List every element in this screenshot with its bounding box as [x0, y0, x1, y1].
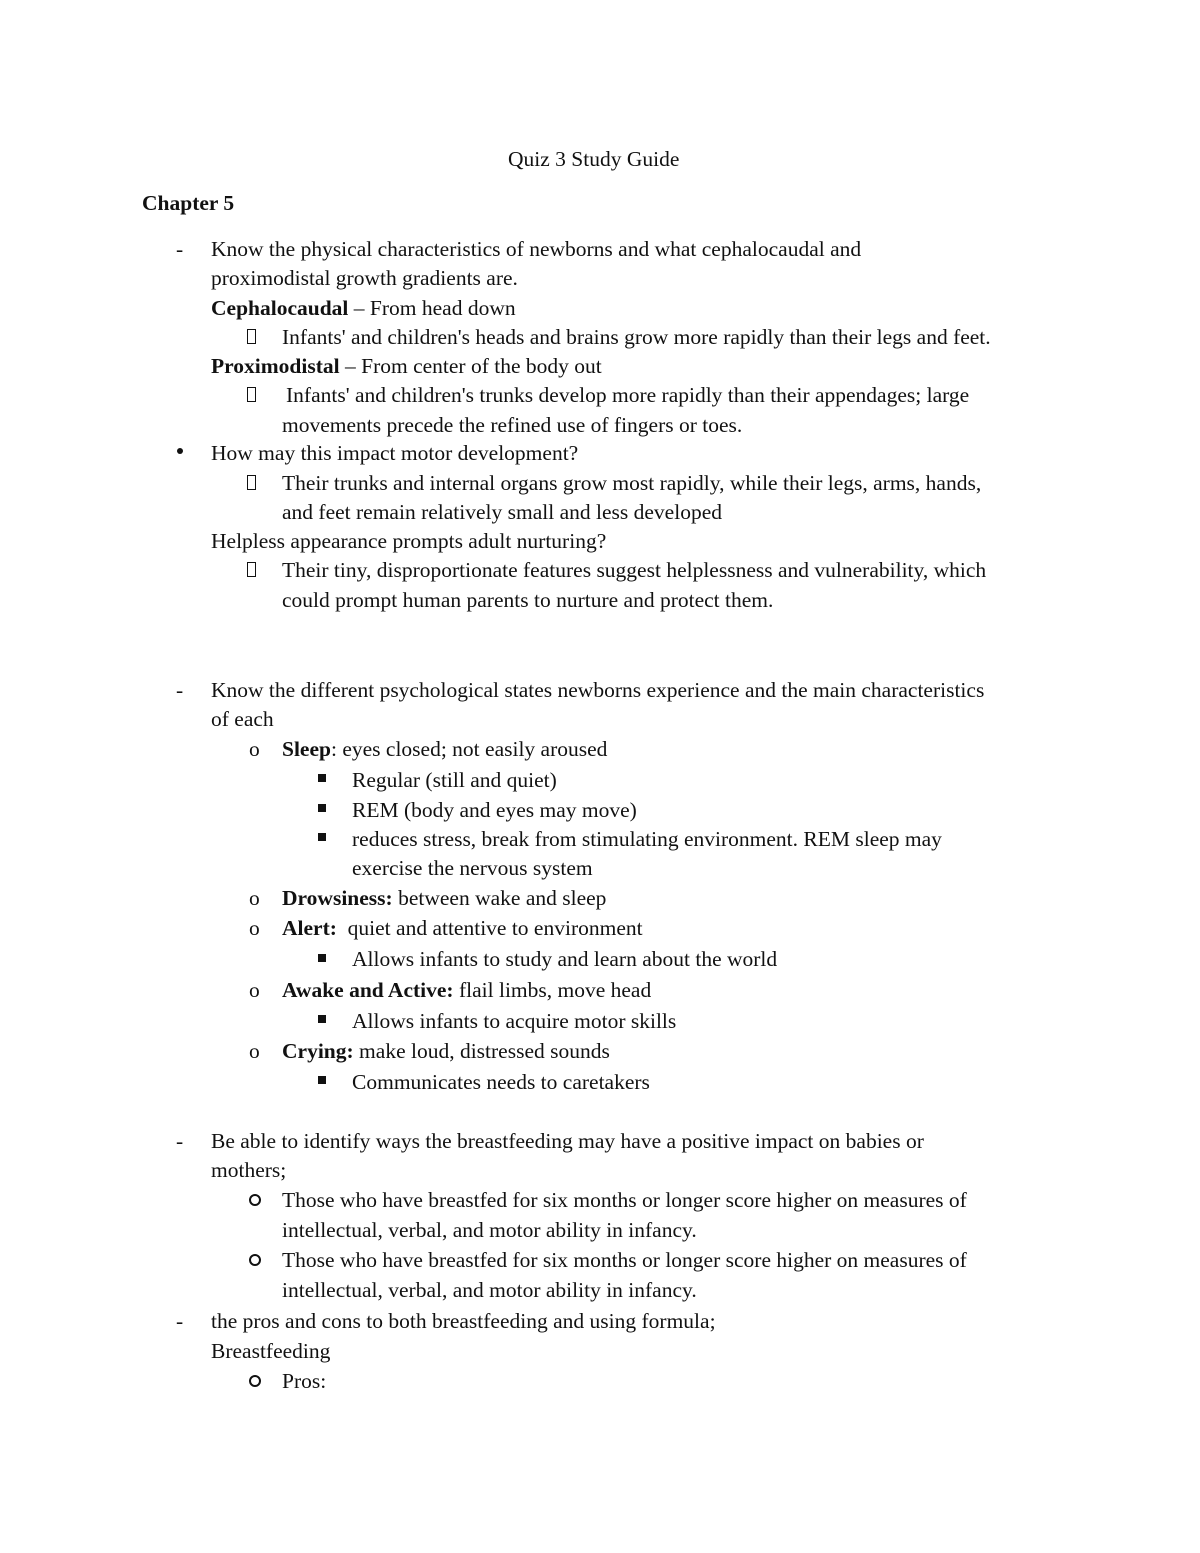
motor-question: How may this impact motor development? — [211, 441, 579, 465]
circle-bullet-icon — [249, 1375, 261, 1387]
drowsiness-desc: between wake and sleep — [392, 886, 607, 910]
breastfeeding-item-line2: intellectual, verbal, and motor ability in infancy. — [282, 1218, 697, 1242]
missing-glyph-icon — [247, 387, 256, 402]
alert-row — [282, 915, 643, 941]
missing-glyph-icon — [247, 329, 256, 344]
sleep-row — [282, 736, 607, 762]
circle-bullet-icon — [249, 1254, 261, 1266]
section1-intro-line2: proximodistal growth gradients are. — [211, 266, 518, 290]
motor-answer-line2: and feet remain relatively small and less developed — [282, 500, 722, 524]
dash-marker: - — [176, 237, 184, 261]
proximodistal-row — [211, 353, 602, 379]
pros-label: Pros: — [282, 1369, 327, 1393]
cephalocaudal-definition: – From head down — [353, 296, 516, 320]
square-bullet-icon — [318, 954, 326, 962]
alert-term: Alert: — [282, 916, 337, 940]
dash-marker: - — [176, 1309, 184, 1333]
drowsiness-term: Drowsiness: — [282, 886, 393, 910]
proximodistal-definition: – From center of the body out — [344, 354, 602, 378]
alert-item: Allows infants to study and learn about the world — [352, 947, 778, 971]
section4-intro: the pros and cons to both breastfeeding and using formula; — [211, 1309, 716, 1333]
sleep-item: Regular (still and quiet) — [352, 768, 557, 792]
breastfeeding-item-line1: Those who have breastfed for six months or longer score higher on measures of — [282, 1188, 967, 1212]
sleep-item-continuation: exercise the nervous system — [352, 856, 593, 880]
missing-glyph-icon — [247, 562, 256, 577]
crying-item: Communicates needs to caretakers — [352, 1070, 650, 1094]
square-bullet-icon — [318, 1076, 326, 1084]
section3-intro-line1: Be able to identify ways the breastfeeding may have a positive impact on babies or — [211, 1129, 924, 1153]
crying-desc: make loud, distressed sounds — [353, 1039, 610, 1063]
section4-subheading: Breastfeeding — [211, 1339, 331, 1363]
breastfeeding-item-line1: Those who have breastfed for six months or longer score higher on measures of — [282, 1248, 967, 1272]
section2-intro-line1: Know the different psychological states newborns experience and the main characteristics — [211, 678, 985, 702]
circle-bullet-icon — [249, 1194, 261, 1206]
section2-intro-line2: of each — [211, 707, 274, 731]
bullet-o: o — [249, 978, 260, 1002]
bullet-o: o — [249, 1039, 260, 1063]
bullet-dot-icon — [177, 448, 183, 454]
sleep-item: REM (body and eyes may move) — [352, 798, 637, 822]
helpless-question: Helpless appearance prompts adult nurturing? — [211, 529, 607, 553]
proximodistal-term: Proximodistal — [211, 354, 340, 378]
page-title: Quiz 3 Study Guide — [508, 147, 680, 171]
sleep-term: Sleep — [282, 737, 331, 761]
section1-intro-line1: Know the physical characteristics of newborns and what cephalocaudal and — [211, 237, 862, 261]
sleep-desc: : eyes closed; not easily aroused — [330, 737, 608, 761]
bullet-o: o — [249, 916, 260, 940]
square-bullet-icon — [318, 804, 326, 812]
helpless-answer-line2: could prompt human parents to nurture and protect them. — [282, 588, 774, 612]
dash-marker: - — [176, 1129, 184, 1153]
bullet-o: o — [249, 886, 260, 910]
bullet-o: o — [249, 737, 260, 761]
square-bullet-icon — [318, 833, 326, 841]
crying-term: Crying: — [282, 1039, 354, 1063]
dash-marker: - — [176, 678, 184, 702]
helpless-answer-line1: Their tiny, disproportionate features suggest helplessness and vulnerability, which — [282, 558, 987, 582]
crying-row — [282, 1038, 610, 1064]
awake-row — [282, 977, 651, 1003]
sleep-item: reduces stress, break from stimulating environment. REM sleep may — [352, 827, 942, 851]
cephalocaudal-term: Cephalocaudal — [211, 296, 349, 320]
breastfeeding-item-line2: intellectual, verbal, and motor ability in infancy. — [282, 1278, 697, 1302]
proximodistal-detail-line1: Infants' and children's trunks develop more rapidly than their appendages; large — [286, 383, 970, 407]
cephalocaudal-detail: Infants' and children's heads and brains grow more rapidly than their legs and feet. — [282, 325, 991, 349]
chapter-heading: Chapter 5 — [142, 191, 235, 215]
motor-answer-line1: Their trunks and internal organs grow most rapidly, while their legs, arms, hands, — [282, 471, 982, 495]
awake-item: Allows infants to acquire motor skills — [352, 1009, 677, 1033]
square-bullet-icon — [318, 774, 326, 782]
drowsiness-row — [282, 885, 606, 911]
square-bullet-icon — [318, 1015, 326, 1023]
awake-desc: flail limbs, move head — [453, 978, 652, 1002]
cephalocaudal-row — [211, 295, 516, 321]
section3-intro-line2: mothers; — [211, 1158, 287, 1182]
proximodistal-detail-line2: movements precede the refined use of fingers or toes. — [282, 413, 743, 437]
alert-desc: quiet and attentive to environment — [336, 916, 643, 940]
missing-glyph-icon — [247, 475, 256, 490]
awake-term: Awake and Active: — [282, 978, 454, 1002]
